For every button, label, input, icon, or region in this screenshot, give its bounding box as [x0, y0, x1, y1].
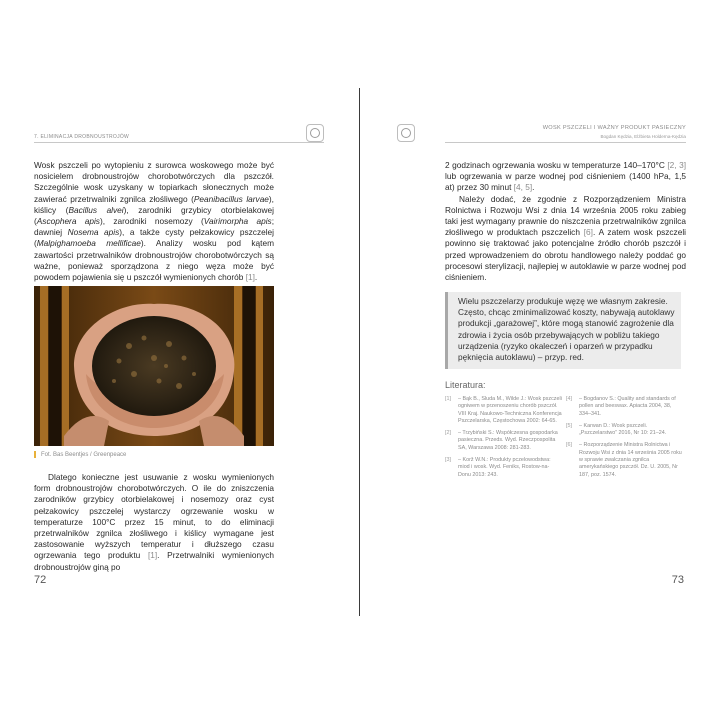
publisher-logo-icon — [397, 124, 415, 142]
latin-name: Nosema apis — [67, 227, 120, 238]
citation-ref: [6] — [583, 227, 593, 238]
paragraph — [34, 160, 274, 283]
photo-caption — [34, 451, 126, 458]
page-gutter — [359, 88, 360, 616]
reference-number: [5] — [566, 422, 572, 429]
reference-text: – Karwan D.: Wosk pszczeli. „Pszczelarstwo” 2016, Nr 10: 21–24. — [579, 422, 667, 437]
reference-number: [1] — [445, 396, 451, 402]
reference-item — [566, 423, 684, 438]
reference-item — [445, 457, 562, 479]
running-subhead-authors: Bogdan Kędzia, Elżbieta Holderna-Kędzia — [600, 134, 686, 139]
reference-number: [6] — [566, 442, 572, 449]
header-rule — [34, 142, 324, 143]
reference-number: [2] — [445, 430, 451, 437]
photo-caption-text: Fot. Bas Beentjes / Greenpeace — [41, 451, 127, 458]
latin-name: Ascophera apis — [36, 216, 100, 227]
text-run: ), kiślicy ( — [34, 193, 274, 215]
text-run: Należy dodać, że zgodnie z Rozporządzeniem Ministra Rolnictwa i Rozwoju Wsi z dnia 14 września 2005 roku zabieg taki jest wymagany prawnie do niszczenia przetrwalników zgnilca złośliwego w produktach pszczelich — [445, 193, 686, 238]
page-number: 73 — [671, 574, 684, 586]
reference-item — [566, 396, 684, 418]
running-head: 7. ELIMINACJA DROBNOUSTROJÓW — [34, 134, 130, 140]
photo-hands-with-bees — [34, 286, 274, 446]
text-run: ; dawniej — [34, 216, 274, 238]
reference-item — [445, 430, 562, 452]
latin-name: Vairimorpha apis — [203, 216, 272, 227]
text-run: . Przetrwalniki wymienionych drobnoustrojów giną po — [34, 550, 274, 572]
text-run: lub ogrzewania w parze wodnej pod ciśnieniem (1400 hPa, 1,5 at) przez 30 minut — [445, 171, 686, 193]
text-run: Dlatego konieczne jest usuwanie z wosku wymienionych form drobnoustrojów chorobotwórczych. O ile do zniszczenia zarodników grzybicy otorbielakowej i nosemozy oraz cyst pełzakowicy pszczelej wystarczy ogrzewanie wosku w temperaturze 100°C przez 15 minut, to do eliminacji przetrwalników zgnilca złośliwego i kiślicy wymagane jest zastosowanie wyższych temperatur i dłuższego czasu ogrzewania tego produktu — [34, 472, 274, 561]
editor-note-box: Wielu pszczelarzy produkuje węzę we własnym zakresie. Często, chcąc zminimalizować koszty, nabywają autoklawy produkcji „garażowej”, które mogą stanowić zagrożenie dla zdrowia i życia osób przebywających w pobliżu takiego urządzenia (ryzyko okaleczeń i oparzeń w przypadku pęknięcia autoklawu) – przyp. red. — [445, 292, 681, 369]
text-run: ), zarodniki grzybicy otorbielakowej ( — [34, 204, 274, 227]
reference-number: [4] — [566, 396, 572, 402]
text-run: ), a także cysty pełzakowicy pszczelej ( — [34, 227, 275, 249]
latin-name: Peanibacillus larvae — [193, 193, 269, 204]
publisher-logo-icon — [306, 124, 324, 142]
reference-text: – Korž W.N.: Produkty pczelowodstwa: miod i wosk. Wyd. Feniks, Rostow-na-Donu 2013: 243. — [458, 457, 551, 478]
right-page — [361, 0, 720, 720]
citation-ref: [1] — [245, 272, 255, 283]
citation-ref: [2, 3] — [667, 160, 687, 170]
text-run: . — [532, 182, 535, 193]
reference-text: – Bogdanov S.: Quality and standards of pollen and beeswax. Apiacta 2004, 38, 334–341. — [579, 396, 676, 417]
reference-item — [445, 396, 562, 425]
text-run: . — [254, 272, 258, 283]
text-run: 2 godzinach ogrzewania wosku w temperaturze 140–170°C — [445, 160, 668, 170]
body-text-column — [34, 160, 274, 283]
reference-number: [3] — [445, 457, 451, 464]
paragraph — [34, 472, 274, 573]
left-page — [0, 0, 359, 720]
references-column — [566, 396, 684, 484]
paragraph — [445, 160, 686, 194]
body-text-column — [445, 160, 686, 283]
running-head: WOSK PSZCZELI I WAŻNY PRODUKT PASIECZNY — [542, 125, 686, 131]
reference-item — [566, 442, 684, 478]
reference-text: – Trzybiński S.: Współczesna gospodarka pasieczna. Przeds. Wyd. Rzeczpospolita SA, Warszawa 2008: 281-283. — [458, 430, 558, 451]
latin-name: Bacillus alvei — [68, 204, 124, 215]
literature-heading: Literatura: — [445, 380, 486, 390]
text-run: Wosk pszczeli po wytopieniu z surowca woskowego może być nosicielem drobnoustrojów chorobotwórczych dla pszczół. Szczególnie wosk uzyskany w topiarkach słonecznych może zawierać przetrwalniki zgnilca złośliwego ( — [34, 160, 274, 204]
text-run: ). Analizy wosku pod kątem zawartości przetrwalników drobnoustrojów chorobotwórczych są ważne, ponieważ sporządzona z niego węza może być powodem pojawienia się u pszczół wymienionych chorób — [34, 238, 274, 283]
reference-text: – Rozporządzenie Ministra Rolnictwa i Rozwoju Wsi z dnia 14 września 2005 roku w sprawie zwalczania zgnilca amerykańskiego pszczół. Dz. U. 2005, Nr 187, poz. 1574. — [579, 442, 682, 478]
text-run: . A zatem wosk pszczeli powinno się traktować jako potencjalne źródło chorób pszczół i przed wprowadzeniem do obrotu handlowego należy poddać go procesowi sterylizacji, najlepiej w autoklawie w parze wodnej pod ciśnieniem. — [445, 227, 687, 283]
caption-accent-bar — [34, 451, 36, 458]
references-column — [445, 396, 562, 484]
header-rule — [445, 142, 686, 143]
body-text-column — [34, 472, 274, 573]
citation-ref: [4, 5] — [513, 182, 533, 193]
page-number: 72 — [34, 574, 47, 586]
latin-name: Malpighamoeba mellificae — [36, 238, 141, 249]
text-run: ), zarodniki nosemozy ( — [99, 216, 204, 227]
paragraph — [445, 194, 686, 284]
citation-ref: [1] — [147, 550, 158, 561]
reference-text: – Bąk B., Sluda M., Wilde J.: Wosk pszczeli ogniwem w przenoszeniu chorób pszczół. VIII Kraj. Naukowo-Techniczna Konferencja Pszczelarska, Częstochowa 2002: 64-65. — [458, 396, 562, 424]
